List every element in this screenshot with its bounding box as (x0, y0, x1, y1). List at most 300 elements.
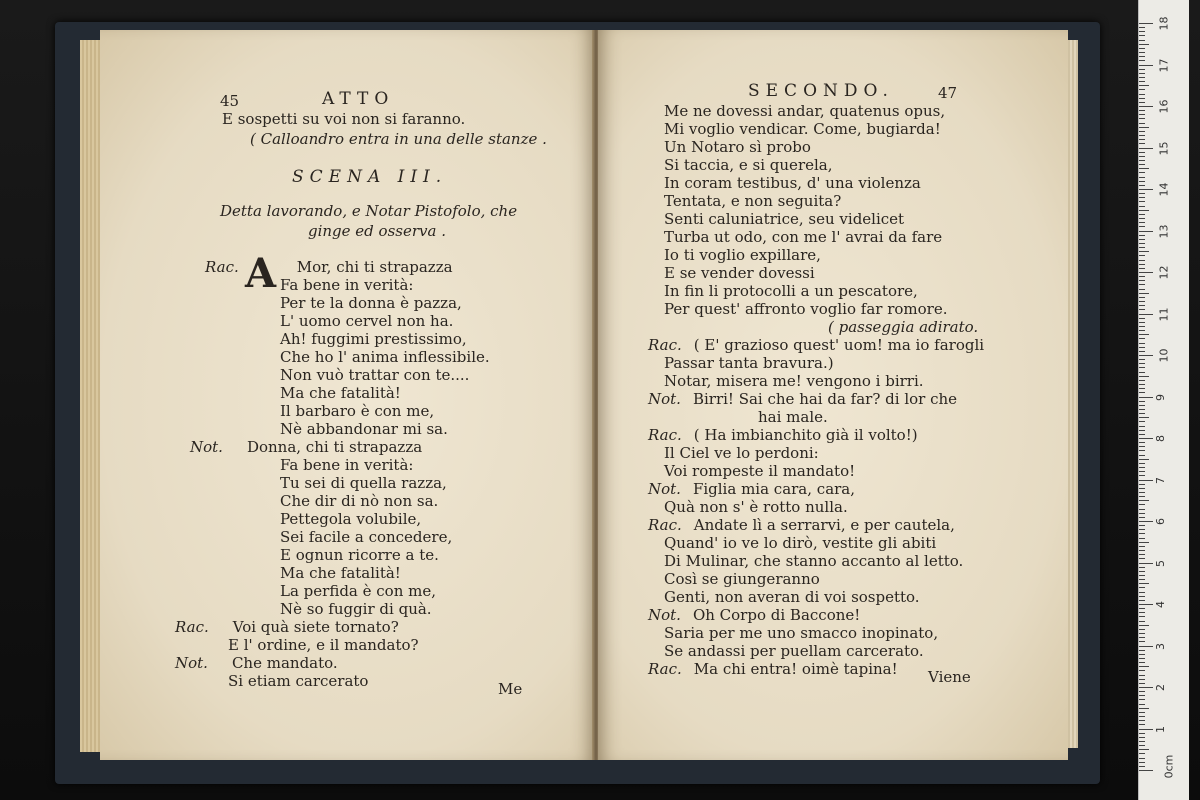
ruler-tick (1139, 438, 1153, 439)
ruler-tick (1139, 596, 1145, 597)
ruler-tick (1139, 347, 1145, 348)
ruler-tick (1139, 421, 1145, 422)
left-page-line (228, 636, 419, 654)
verse-text: Oh Corpo di Baccone! (692, 606, 861, 624)
ruler-tick (1139, 737, 1145, 738)
speaker-label: Rac. (648, 426, 682, 444)
verse-text: Ma che fatalità! (280, 384, 401, 402)
ruler-tick (1139, 235, 1145, 236)
ruler-tick (1139, 567, 1145, 568)
ruler-tick (1139, 612, 1145, 613)
ruler-number: 13 (1157, 224, 1171, 238)
verse-text: Saria per me uno smacco inopinato, (664, 624, 939, 642)
verse-text: Tentata, e non seguita? (664, 192, 842, 210)
verse-text: E se vender dovessi (664, 264, 815, 282)
ruler-tick (1139, 255, 1145, 256)
verse-text: Detta lavorando, e Notar Pistofolo, che (220, 202, 518, 220)
ruler-tick (1139, 475, 1145, 476)
ruler-tick (1139, 733, 1145, 734)
ruler-tick (1139, 380, 1145, 381)
right-page-line (648, 426, 918, 444)
verse-text: Ma che fatalità! (280, 564, 401, 582)
ruler-tick (1139, 326, 1145, 327)
ruler-tick (1139, 98, 1145, 99)
left-page-line (280, 510, 421, 528)
ruler-tick (1139, 434, 1145, 435)
speaker-label: Not. (648, 480, 681, 498)
speaker-label: Not. (175, 654, 208, 672)
verse-text: E l' ordine, e il mandato? (228, 636, 419, 654)
ruler-number: 14 (1157, 182, 1171, 197)
left-page-line (228, 672, 368, 690)
speaker-label: Rac. (648, 660, 682, 678)
ruler-tick (1139, 193, 1145, 194)
verse-text: Quà non s' è rotto nulla. (664, 498, 848, 516)
ruler-tick (1139, 309, 1145, 310)
left-page-line (280, 384, 401, 402)
verse-text: Per te la donna è pazza, (280, 294, 462, 312)
ruler-tick (1139, 276, 1145, 277)
left-page-line (280, 456, 413, 474)
ruler-tick (1139, 463, 1145, 464)
ruler-tick (1139, 517, 1145, 518)
verse-text: Un Notaro sì probo (664, 138, 811, 156)
left-page-line (280, 402, 434, 420)
measuring-ruler (1138, 0, 1189, 800)
ruler-tick (1139, 268, 1145, 269)
ruler-tick (1139, 60, 1145, 61)
right-page-line (664, 444, 819, 462)
ruler-tick (1139, 44, 1149, 45)
ruler-tick (1139, 40, 1145, 41)
verse-text: Che dir di nò non sa. (280, 492, 439, 510)
ruler-tick (1139, 571, 1145, 572)
ruler-tick (1139, 695, 1145, 696)
verse-text: Ah! fuggimi prestissimo, (280, 330, 467, 348)
right-page-line (664, 282, 918, 300)
ruler-tick (1139, 189, 1153, 190)
ruler-tick (1139, 226, 1145, 227)
ruler-tick (1139, 388, 1145, 389)
ruler-tick (1139, 284, 1145, 285)
ruler-tick (1139, 450, 1145, 451)
ruler-tick (1139, 745, 1145, 746)
ruler-tick (1139, 334, 1149, 335)
right-page-line (664, 156, 833, 174)
ruler-tick (1139, 401, 1145, 402)
ruler-tick (1139, 496, 1145, 497)
ruler-number: 2 (1154, 684, 1167, 691)
ruler-number: 1 (1154, 725, 1167, 733)
speaker-label: Not. (648, 606, 681, 624)
verse-text: Fa bene in verità: (280, 276, 414, 294)
ruler-tick (1139, 592, 1145, 593)
ruler-tick (1139, 604, 1153, 605)
speaker-label: Not. (648, 390, 681, 408)
ruler-tick (1139, 583, 1149, 584)
left-page-line (205, 258, 453, 276)
ruler-tick (1139, 293, 1149, 294)
right-page-line (648, 390, 957, 408)
ruler-tick (1139, 139, 1145, 140)
ruler-tick (1139, 48, 1145, 49)
ruler-tick (1139, 509, 1145, 510)
verse-text: Il barbaro è con me, (280, 402, 435, 420)
left-page-line (280, 528, 452, 546)
right-page-line (664, 354, 834, 372)
verse-text: SCENA III. (292, 167, 448, 187)
ruler-tick (1139, 749, 1149, 750)
ruler-tick (1139, 608, 1145, 609)
ruler-tick (1139, 409, 1145, 410)
ruler-tick (1139, 85, 1149, 86)
ruler-tick (1139, 467, 1145, 468)
ruler-tick (1139, 338, 1145, 339)
ruler-number: 7 (1154, 476, 1167, 484)
ruler-tick (1139, 367, 1145, 368)
left-page-edges (80, 40, 102, 752)
speaker-label: Not. (190, 438, 223, 456)
right-page-line (664, 642, 924, 660)
ruler-tick (1139, 504, 1145, 505)
verse-text: Donna, chi ti strapazza (246, 438, 423, 456)
ruler-number: 5 (1154, 559, 1167, 567)
speaker-label: Rac. (648, 336, 682, 354)
ruler-tick (1139, 231, 1153, 232)
verse-text: ( E' grazioso quest' uom! ma io farogli (693, 336, 985, 354)
ruler-tick (1139, 712, 1145, 713)
ruler-tick (1139, 621, 1145, 622)
ruler-tick (1139, 563, 1153, 564)
verse-text: Il Ciel ve lo perdoni: (664, 444, 819, 462)
verse-text: La perfida è con me, (280, 582, 437, 600)
ruler-tick (1139, 322, 1145, 323)
ruler-tick (1139, 239, 1145, 240)
ruler-tick (1139, 637, 1145, 638)
left-page-line (280, 312, 453, 330)
ruler-tick (1139, 260, 1145, 261)
left-page-line (175, 654, 338, 672)
ruler-number: 18 (1157, 16, 1171, 31)
verse-text: Mor, chi ti strapazza (296, 258, 453, 276)
ruler-number: 8 (1154, 435, 1167, 442)
verse-text: Ma chi entra! oimè tapina! (693, 660, 898, 678)
verse-text: Di Mulinar, che stanno accanto al letto. (664, 552, 964, 570)
left-page-line (280, 420, 448, 438)
ruler-number: 4 (1154, 601, 1167, 608)
ruler-tick (1139, 106, 1153, 107)
ruler-tick (1139, 69, 1145, 70)
ruler-tick (1139, 301, 1145, 302)
verse-text: Si etiam carcerato (228, 672, 369, 690)
ruler-tick (1139, 629, 1145, 630)
ruler-tick (1139, 484, 1145, 485)
ruler-tick (1139, 376, 1149, 377)
ruler-tick (1139, 160, 1145, 161)
left-page-line (280, 600, 432, 618)
ruler-number: 3 (1154, 642, 1167, 650)
left-page-line (280, 564, 401, 582)
ruler-tick (1139, 616, 1145, 617)
verse-text: Si taccia, e si querela, (664, 156, 833, 174)
right-page-line (664, 534, 936, 552)
ruler-tick (1139, 359, 1145, 360)
ruler-tick (1139, 330, 1145, 331)
ruler-tick (1139, 289, 1145, 290)
verse-text: Che mandato. (231, 654, 338, 672)
verse-text: Figlia mia cara, cara, (692, 480, 856, 498)
right-page-line (664, 138, 811, 156)
ruler-tick (1139, 762, 1145, 763)
right-page-line (664, 120, 941, 138)
ruler-tick (1139, 670, 1145, 671)
ruler-tick (1139, 679, 1145, 680)
ruler-tick (1139, 455, 1145, 456)
ruler-tick (1139, 500, 1149, 501)
verse-text: Per quest' affronto voglio far romore. (664, 300, 948, 318)
page-number-right: 47 (938, 84, 958, 102)
right-page-line (664, 228, 942, 246)
verse-text: Nè abbandonar mi sa. (280, 420, 448, 438)
ruler-tick (1139, 127, 1149, 128)
verse-text: Se andassi per puellam carcerato. (664, 642, 924, 660)
right-page-line (664, 498, 848, 516)
ruler-tick (1139, 152, 1145, 153)
ruler-tick (1139, 538, 1145, 539)
left-page-line (190, 438, 422, 456)
left-page-line (280, 348, 490, 366)
left-page-line (280, 492, 438, 510)
ruler-tick (1139, 683, 1145, 684)
ruler-tick (1139, 741, 1145, 742)
verse-text: Andate lì a serrarvi, e per cautela, (693, 516, 955, 534)
verse-text: ( Ha imbianchito già il volto!) (693, 426, 918, 444)
ruler-tick (1139, 363, 1145, 364)
running-header-right: SECONDO. (748, 81, 894, 101)
ruler-tick (1139, 525, 1145, 526)
right-page-line (664, 210, 904, 228)
ruler-number: 10 (1157, 348, 1171, 363)
ruler-tick (1139, 384, 1145, 385)
verse-text: ( Calloandro entra in una delle stanze . (250, 130, 547, 148)
ruler-tick (1139, 297, 1145, 298)
verse-text: Mi voglio vendicar. Come, bugiarda! (664, 120, 941, 138)
ruler-tick (1139, 753, 1145, 754)
ruler-tick (1139, 480, 1153, 481)
left-page-line (222, 110, 465, 128)
left-page-line (280, 546, 439, 564)
catchword-left: Me (498, 680, 523, 698)
left-page-line (308, 222, 446, 240)
ruler-tick (1139, 218, 1145, 219)
verse-text: Voi quà siete tornato? (232, 618, 399, 636)
verse-text: E sospetti su voi non si faranno. (222, 110, 466, 128)
ruler-tick (1139, 729, 1153, 730)
right-page-line (758, 408, 828, 426)
ruler-tick (1139, 546, 1145, 547)
left-page-line (220, 202, 517, 220)
ruler-tick (1139, 156, 1145, 157)
catchword-right: Viene (928, 668, 971, 686)
left-page (100, 30, 594, 760)
left-page-line (280, 582, 436, 600)
verse-text: Tu sei di quella razza, (280, 474, 447, 492)
running-header-left: ATTO (322, 89, 395, 109)
left-page-line (280, 474, 447, 492)
ruler-tick (1139, 708, 1149, 709)
ruler-tick (1139, 264, 1145, 265)
ruler-tick (1139, 222, 1145, 223)
ruler-tick (1139, 123, 1145, 124)
ruler-tick (1139, 426, 1145, 427)
ruler-tick (1139, 658, 1145, 659)
ruler-tick (1139, 579, 1145, 580)
ruler-tick (1139, 654, 1145, 655)
ruler-tick (1139, 31, 1145, 32)
ruler-tick (1139, 206, 1145, 207)
left-page-line (250, 130, 547, 148)
ruler-tick (1139, 81, 1145, 82)
ruler-tick (1139, 646, 1153, 647)
verse-text: Sei facile a concedere, (280, 528, 453, 546)
ruler-tick (1139, 197, 1145, 198)
ruler-tick (1139, 699, 1145, 700)
ruler-tick (1139, 488, 1145, 489)
ruler-tick (1139, 305, 1145, 306)
left-page-line (280, 276, 413, 294)
right-page-line (664, 246, 821, 264)
right-page-line (664, 570, 820, 588)
ruler-tick (1139, 148, 1153, 149)
ruler-number: 16 (1157, 99, 1171, 114)
right-page-line (664, 624, 938, 642)
verse-text: Così se giungeranno (664, 570, 820, 588)
ruler-tick (1139, 554, 1145, 555)
ruler-tick (1139, 392, 1145, 393)
verse-text: Turba ut odo, con me l' avrai da fare (664, 228, 943, 246)
ruler-tick (1139, 666, 1149, 667)
left-page-line (280, 330, 467, 348)
right-page-line (664, 264, 815, 282)
ruler-tick (1139, 720, 1145, 721)
ruler-tick (1139, 35, 1145, 36)
ruler-tick (1139, 600, 1145, 601)
ruler-tick (1139, 471, 1145, 472)
ruler-tick (1139, 513, 1145, 514)
verse-text: Quand' io ve lo dirò, vestite gli abiti (664, 534, 937, 552)
verse-text: Io ti voglio expillare, (664, 246, 821, 264)
ruler-tick (1139, 318, 1145, 319)
page-number-left: 45 (220, 92, 240, 110)
verse-text: Che ho l' anima inflessibile. (280, 348, 490, 366)
ruler-tick (1139, 89, 1145, 90)
verse-text: Fa bene in verità: (280, 456, 414, 474)
ruler-tick (1139, 558, 1145, 559)
ruler-tick (1139, 687, 1153, 688)
ruler-tick (1139, 724, 1145, 725)
verse-text: ginge ed osserva . (308, 222, 446, 240)
ruler-number: 12 (1157, 265, 1171, 280)
right-page-line (648, 336, 984, 354)
ruler-tick (1139, 23, 1153, 24)
drop-cap: A (245, 250, 277, 297)
ruler-tick (1139, 94, 1145, 95)
ruler-tick (1139, 110, 1145, 111)
ruler-tick (1139, 172, 1145, 173)
left-page-line (175, 618, 399, 636)
ruler-tick (1139, 181, 1145, 182)
left-page-line (280, 294, 462, 312)
ruler-tick (1139, 662, 1145, 663)
left-page-line (292, 168, 447, 186)
ruler-tick (1139, 351, 1145, 352)
ruler-tick (1139, 168, 1149, 169)
right-page-line (648, 480, 855, 498)
ruler-tick (1139, 446, 1145, 447)
speaker-label: Rac. (175, 618, 209, 636)
ruler-tick (1139, 766, 1145, 767)
verse-text: Senti caluniatrice, seu videlicet (664, 210, 905, 228)
verse-text: Notar, misera me! vengono i birri. (664, 372, 924, 390)
ruler-tick (1139, 372, 1145, 373)
ruler-number: 6 (1154, 518, 1167, 525)
verse-text: Nè so fuggir di quà. (280, 600, 432, 618)
verse-text: Birri! Sai che hai da far? di lor che (692, 390, 958, 408)
ruler-tick (1139, 102, 1145, 103)
verse-text: Me ne dovessi andar, quatenus opus, (664, 102, 946, 120)
ruler-tick (1139, 625, 1149, 626)
ruler-tick (1139, 550, 1145, 551)
ruler-tick (1139, 413, 1145, 414)
ruler-tick (1139, 56, 1145, 57)
right-page (598, 30, 1068, 760)
verse-text: Non vuò trattar con te.... (280, 366, 470, 384)
ruler-tick (1139, 633, 1145, 634)
ruler-unit-label: 0cm (1162, 754, 1176, 779)
ruler-tick (1139, 52, 1145, 53)
ruler-tick (1139, 641, 1145, 642)
left-page-line (280, 366, 469, 384)
ruler-tick (1139, 575, 1145, 576)
ruler-tick (1139, 243, 1145, 244)
right-page-line (664, 102, 945, 120)
right-page-line (664, 462, 855, 480)
ruler-tick (1139, 533, 1145, 534)
ruler-number: 17 (1157, 58, 1171, 72)
ruler-tick (1139, 542, 1149, 543)
speaker-label: Rac. (205, 258, 239, 276)
ruler-tick (1139, 201, 1145, 202)
ruler-tick (1139, 247, 1145, 248)
ruler-tick (1139, 770, 1153, 771)
ruler-tick (1139, 135, 1145, 136)
ruler-tick (1139, 27, 1145, 28)
verse-text: ( passeggia adirato. (828, 318, 979, 336)
ruler-tick (1139, 430, 1145, 431)
ruler-tick (1139, 131, 1145, 132)
right-page-line (648, 516, 955, 534)
ruler-tick (1139, 280, 1145, 281)
ruler-tick (1139, 521, 1153, 522)
ruler-tick (1139, 397, 1153, 398)
right-page-line (664, 552, 963, 570)
ruler-tick (1139, 118, 1145, 119)
verse-text: In fin li protocolli a un pescatore, (664, 282, 918, 300)
speaker-label: Rac. (648, 516, 682, 534)
ruler-tick (1139, 492, 1145, 493)
ruler-tick (1139, 251, 1149, 252)
ruler-tick (1139, 691, 1145, 692)
